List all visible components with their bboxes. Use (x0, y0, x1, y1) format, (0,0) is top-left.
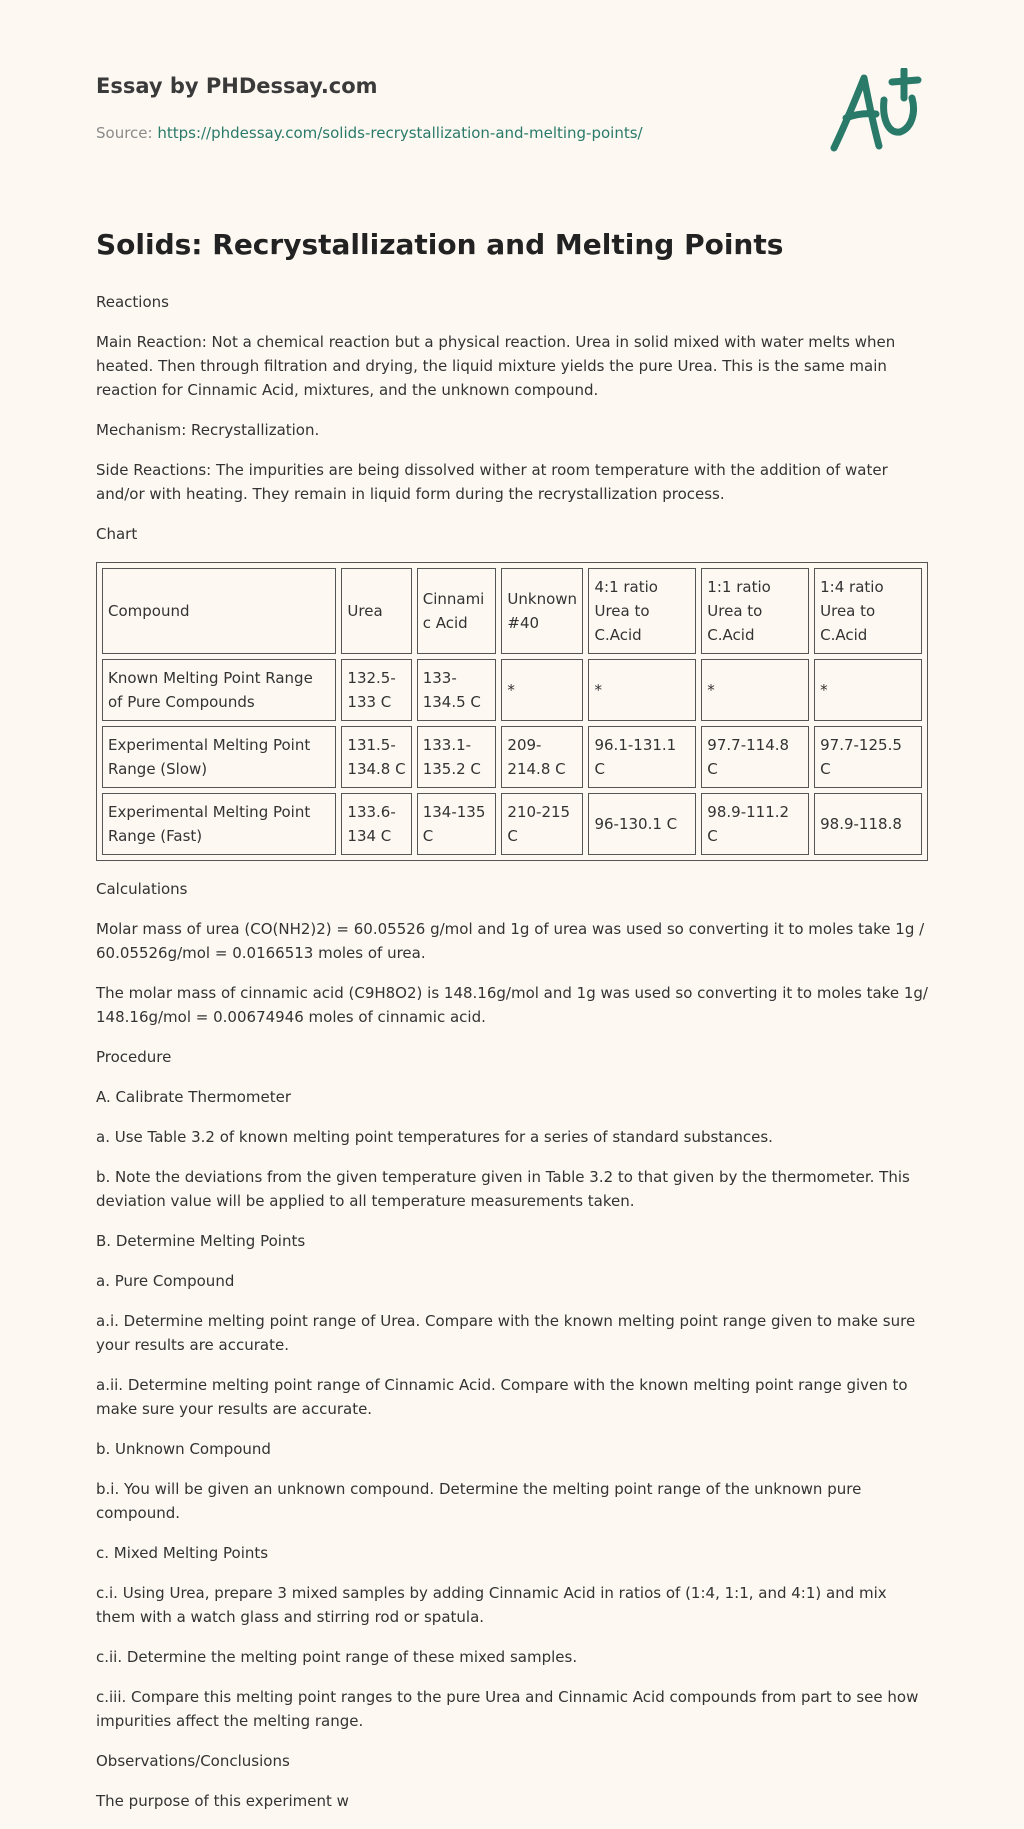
table-cell: 96-130.1 C (588, 793, 696, 855)
a-plus-logo-icon (824, 68, 924, 168)
paragraph: A. Calibrate Thermometer (96, 1088, 291, 1106)
melting-point-chart-table (96, 562, 928, 861)
table-cell: 97.7-114.8 C (701, 726, 809, 788)
paragraph: Observations/Conclusions (96, 1752, 290, 1770)
paragraph: The molar mass of cinnamic acid (C9H8O2) is 148.16g/mol and 1g was used so converting it to moles take 1g/ 148.16g/mol = 0.00674946 moles of cinnamic acid. (96, 984, 928, 1026)
table-header-cell: 1:1 ratio Urea to C.Acid (701, 568, 809, 654)
table-cell: Known Melting Point Range of Pure Compounds (102, 659, 336, 721)
table-header-row (102, 568, 922, 654)
table-cell: Experimental Melting Point Range (Slow) (102, 726, 336, 788)
paragraph: a.i. Determine melting point range of Urea. Compare with the known melting point range given to make sure your results are accurate. (96, 1312, 916, 1354)
paragraph: a. Pure Compound (96, 1272, 235, 1290)
article-intro (96, 290, 928, 546)
source-link[interactable]: https://phdessay.com/solids-recrystallization-and-melting-points/ (157, 124, 643, 142)
table-cell: 134-135 C (417, 793, 497, 855)
paragraph: Mechanism: Recrystallization. (96, 421, 320, 439)
paragraph: c.iii. Compare this melting point ranges to the pure Urea and Cinnamic Acid compounds from part to see how impurities affect the melting range. (96, 1688, 919, 1730)
table-row (102, 726, 922, 788)
paragraph: Reactions (96, 293, 169, 311)
table-cell: 131.5-134.8 C (341, 726, 411, 788)
table-header-cell: Urea (341, 568, 411, 654)
source-label: Source: (96, 124, 158, 142)
table-cell: 132.5-133 C (341, 659, 411, 721)
paragraph: Side Reactions: The impurities are being dissolved wither at room temperature with the addition of water and/or with heating. They remain in liquid form during the recrystallization process. (96, 461, 888, 503)
paragraph: a. Use Table 3.2 of known melting point temperatures for a series of standard substances. (96, 1128, 773, 1146)
article-title: Solids: Recrystallization and Melting Points (96, 228, 784, 261)
table-row (102, 793, 922, 855)
paragraph: Calculations (96, 880, 188, 898)
paragraph: Chart (96, 525, 138, 543)
table-header-cell: 1:4 ratio Urea to C.Acid (814, 568, 922, 654)
table-cell: Experimental Melting Point Range (Fast) (102, 793, 336, 855)
table-cell: 98.9-111.2 C (701, 793, 809, 855)
source-line (96, 124, 643, 142)
table-cell: 133-134.5 C (417, 659, 497, 721)
paragraph: The purpose of this experiment w (96, 1792, 349, 1810)
table-cell: 133.1-135.2 C (417, 726, 497, 788)
table-cell: * (814, 659, 922, 721)
paragraph: b. Note the deviations from the given temperature given in Table 3.2 to that given by the thermometer. This deviation value will be applied to all temperature measurements taken. (96, 1168, 910, 1210)
table-cell: * (701, 659, 809, 721)
table-header-cell: Compound (102, 568, 336, 654)
table-row (102, 659, 922, 721)
table-cell: 98.9-118.8 (814, 793, 922, 855)
paragraph: a.ii. Determine melting point range of Cinnamic Acid. Compare with the known melting point range given to make sure your results are accurate. (96, 1376, 908, 1418)
table-cell: 209-214.8 C (501, 726, 583, 788)
paragraph: Molar mass of urea (CO(NH2)2) = 60.05526 g/mol and 1g of urea was used so converting it to moles take 1g / 60.05526g/mol = 0.0166513 moles of urea. (96, 920, 925, 962)
paragraph: c.i. Using Urea, prepare 3 mixed samples by adding Cinnamic Acid in ratios of (1:4, 1:1, and 4:1) and mix them with a watch glass and stirring rod or spatula. (96, 1584, 887, 1626)
paragraph: c. Mixed Melting Points (96, 1544, 269, 1562)
page-header (96, 0, 928, 180)
table-cell: 133.6-134 C (341, 793, 411, 855)
brand-title: Essay by PHDessay.com (96, 74, 378, 98)
table-header-cell: Cinnamic Acid (417, 568, 497, 654)
paragraph: b. Unknown Compound (96, 1440, 271, 1458)
table-cell: 210-215 C (501, 793, 583, 855)
table-cell: 97.7-125.5 C (814, 726, 922, 788)
paragraph: Main Reaction: Not a chemical reaction but a physical reaction. Urea in solid mixed with water melts when heated. Then through filtration and drying, the liquid mixture yields the pure Urea. This is the same main reaction for Cinnamic Acid, mixtures, and the unknown compound. (96, 333, 896, 399)
paragraph: c.ii. Determine the melting point range of these mixed samples. (96, 1648, 578, 1666)
article-body (96, 877, 928, 1813)
table-header-cell: Unknown #40 (501, 568, 583, 654)
table-cell: * (588, 659, 696, 721)
paragraph: b.i. You will be given an unknown compound. Determine the melting point range of the unknown pure compound. (96, 1480, 862, 1522)
paragraph: B. Determine Melting Points (96, 1232, 306, 1250)
table-cell: 96.1-131.1 C (588, 726, 696, 788)
table-cell: * (501, 659, 583, 721)
table-header-cell: 4:1 ratio Urea to C.Acid (588, 568, 696, 654)
article (96, 226, 928, 1829)
paragraph: Procedure (96, 1048, 172, 1066)
